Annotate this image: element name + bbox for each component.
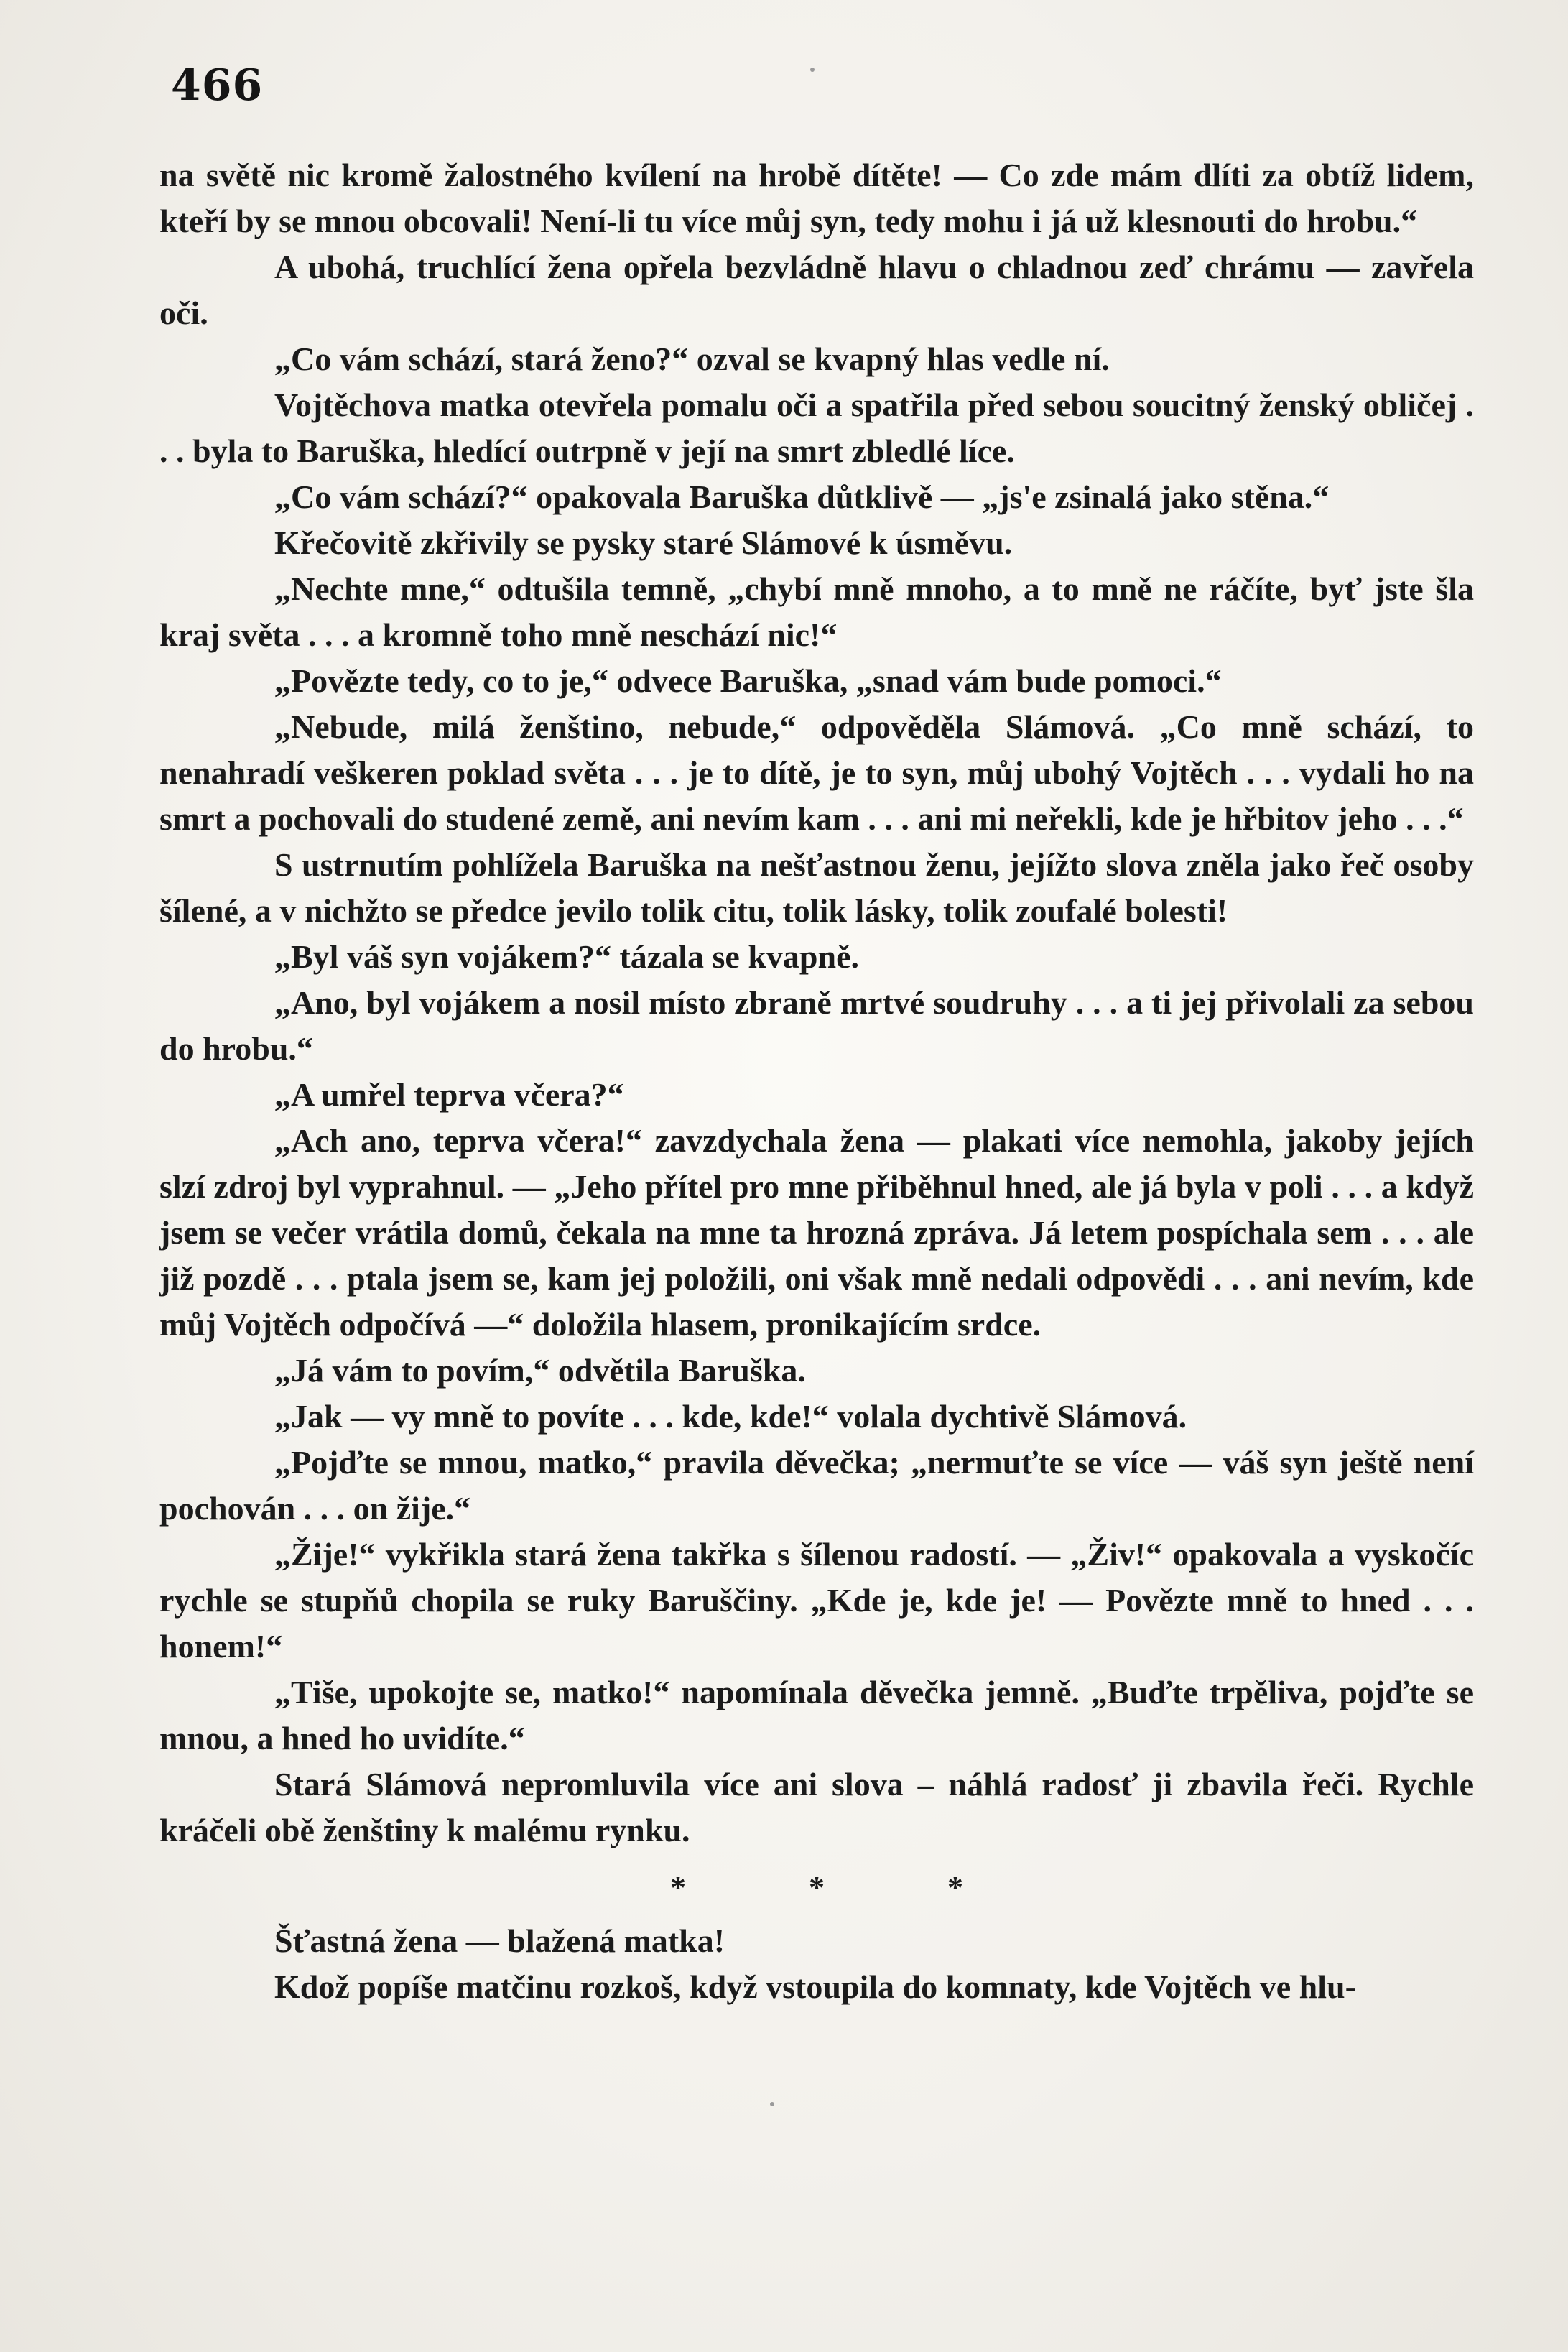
- page-number: 466: [171, 60, 264, 111]
- paragraph: A ubohá, truchlící žena opřela bezvládně hlavu o chladnou zeď chrámu — zavřela oči.: [159, 249, 1474, 331]
- paragraph: Šťastná žena — blažená matka!: [274, 1922, 725, 1959]
- paragraph: „Povězte tedy, co to je,“ odvece Baruška, „snad vám bude pomoci.“: [274, 662, 1222, 699]
- paragraph: S ustrnutím pohlížela Baruška na nešťastnou ženu, jejížto slova zněla jako řeč osoby šílené, a v nichžto se předce jevilo tolik citu, tolik lásky, tolik zoufalé bolesti!: [159, 846, 1474, 929]
- paragraph: na světě nic kromě žalostného kvílení na hrobě dítěte! — Co zde mám dlíti za obtíž lidem, kteří by se mnou obcovali! Není-li tu více můj syn, tedy mohu i já už klesnouti do hrobu.“: [159, 157, 1474, 239]
- paragraph: „Co vám schází?“ opakovala Baruška důtklivě — „js'e zsinalá jako stěna.“: [274, 478, 1330, 515]
- print-speck: [770, 2102, 774, 2106]
- paragraph: Kdož popíše matčinu rozkoš, když vstoupila do komnaty, kde Vojtěch ve hlu-: [274, 1968, 1356, 2005]
- paragraph: „Nechte mne,“ odtušila temně, „chybí mně mnoho, a to mně ne ráčíte, byť jste šla kraj světa . . . a kromně toho mně neschází nic!“: [159, 570, 1474, 653]
- paragraph: „Ach ano, teprva včera!“ zavzdychala žena — plakati více nemohla, jakoby jejích slzí zdroj byl vyprahnul. — „Jeho přítel pro mne přiběhnul hned, ale já byla v poli . . . a když jsem se večer vrátila domů, čekala na mne ta hrozná zpráva. Já letem pospíchala sem . . . ale již pozdě . . . ptala jsem se, kam jej položili, oni však mně nedali odpovědi . . . ani nevím, kde můj Vojtěch odpočívá —“ doložila hlasem, pronikajícím srdce.: [159, 1122, 1474, 1343]
- body-text: [159, 152, 1474, 2010]
- paragraph: „Co vám schází, stará ženo?“ ozval se kvapný hlas vedle ní.: [274, 341, 1110, 377]
- paragraph: „Já vám to povím,“ odvětila Baruška.: [274, 1352, 806, 1389]
- paragraph: Stará Slámová nepromluvila více ani slova – náhlá radosť ji zbavila řeči. Rychle kráčeli obě ženštiny k malému rynku.: [159, 1766, 1474, 1848]
- paragraph: Vojtěchova matka otevřela pomalu oči a spatřila před sebou soucitný ženský obličej . . . byla to Baruška, hledící outrpně v její na smrt zbledlé líce.: [159, 386, 1474, 469]
- paragraph: „Byl váš syn vojákem?“ tázala se kvapně.: [274, 938, 859, 975]
- paragraph: „Žije!“ vykřikla stará žena takřka s šílenou radostí. — „Živ!“ opakovala a vyskočíc rychle se stupňů chopila se ruky Baruščiny. „Kde je, kde je! — Povězte mně to hned . . . honem!“: [159, 1536, 1474, 1665]
- paragraph: „Tiše, upokojte se, matko!“ napomínala děvečka jemně. „Buďte trpěliva, pojďte se mnou, a hned ho uvidíte.“: [159, 1674, 1474, 1756]
- paragraph: „Pojďte se mnou, matko,“ pravila děvečka; „nermuťte se více — váš syn ještě není pochován . . . on žije.“: [159, 1444, 1474, 1527]
- paragraph: „Ano, byl vojákem a nosil místo zbraně mrtvé soudruhy . . . a ti jej přivolali za sebou do hrobu.“: [159, 984, 1474, 1067]
- section-separator: * * *: [670, 1870, 1021, 1905]
- paragraph: „Nebude, milá ženštino, nebude,“ odpověděla Slámová. „Co mně schází, to nenahradí veškeren poklad světa . . . je to dítě, je to syn, můj ubohý Vojtěch . . . vydali ho na smrt a pochovali do studené země, ani nevím kam . . . ani mi neřekli, kde je hřbitov jeho . . .“: [159, 708, 1474, 837]
- print-speck: [810, 68, 815, 72]
- paragraph: „A umřel teprva včera?“: [274, 1076, 624, 1113]
- paragraph: „Jak — vy mně to povíte . . . kde, kde!“ volala dychtivě Slámová.: [274, 1398, 1187, 1435]
- paragraph: Křečovitě zkřivily se pysky staré Slámové k úsměvu.: [274, 524, 1013, 561]
